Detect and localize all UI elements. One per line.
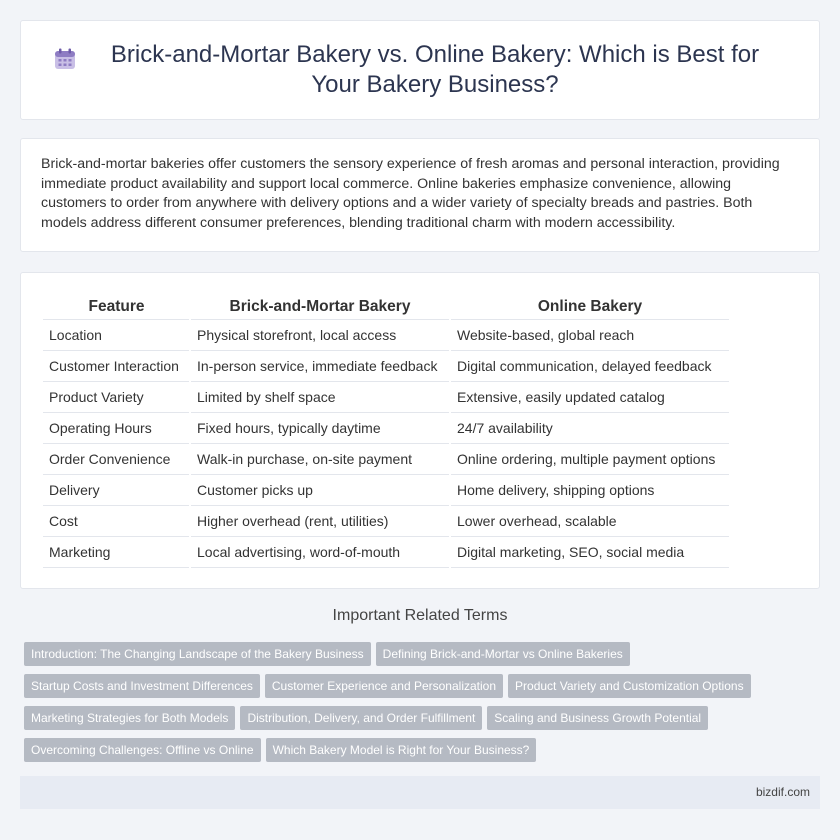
- table-row: [43, 382, 730, 413]
- cell-feature: Customer Interaction: [43, 351, 190, 382]
- cell-feature: Delivery: [43, 475, 190, 506]
- intro-card: [20, 138, 820, 252]
- table-row: [43, 413, 730, 444]
- cell-feature: Order Convenience: [43, 444, 190, 475]
- cell-feature: Marketing: [43, 537, 190, 568]
- table-row: [43, 475, 730, 506]
- cell-brick-and-mortar: Fixed hours, typically daytime: [190, 413, 450, 444]
- footer: [20, 776, 820, 809]
- related-term-link[interactable]: Marketing Strategies for Both Models: [24, 706, 235, 730]
- comparison-card: [20, 272, 820, 589]
- related-term-link[interactable]: Startup Costs and Investment Differences: [24, 674, 260, 698]
- related-term-link[interactable]: Which Bakery Model is Right for Your Business?: [266, 738, 537, 762]
- footer-site-name[interactable]: bizdif.com: [755, 785, 810, 799]
- header-online: Online Bakery: [450, 295, 730, 320]
- cell-feature: Product Variety: [43, 382, 190, 413]
- cell-brick-and-mortar: Walk-in purchase, on-site payment: [190, 444, 450, 475]
- page-title: Brick-and-Mortar Bakery vs. Online Bakery: Which is Best for Your Bakery Business?: [110, 41, 760, 98]
- table-row: [43, 351, 730, 382]
- cell-online: Online ordering, multiple payment options: [450, 444, 730, 475]
- cell-brick-and-mortar: Physical storefront, local access: [190, 320, 450, 351]
- table-row: [43, 320, 730, 351]
- cell-online: 24/7 availability: [450, 413, 730, 444]
- cell-brick-and-mortar: Limited by shelf space: [190, 382, 450, 413]
- cell-online: Digital communication, delayed feedback: [450, 351, 730, 382]
- table-row: [43, 537, 730, 568]
- table-row: [43, 444, 730, 475]
- cell-feature: Location: [43, 320, 190, 351]
- related-term-link[interactable]: Distribution, Delivery, and Order Fulfillment: [240, 706, 482, 730]
- related-terms-list: [24, 642, 804, 770]
- intro-text: Brick-and-mortar bakeries offer customers the sensory experience of fresh aromas and personal interaction, providing immediate product availability and support local commerce. Online bakeries emphasize convenience, allowing customers to order from anywhere with delivery options and a wider variety of specialty breads and pastries. Both models address different consumer preferences, blending traditional charm with modern accessibility.: [41, 156, 780, 231]
- related-terms-title: Important Related Terms: [332, 607, 508, 624]
- comparison-table: [43, 295, 731, 568]
- cell-online: Website-based, global reach: [450, 320, 730, 351]
- cell-brick-and-mortar: In-person service, immediate feedback: [190, 351, 450, 382]
- cell-online: Lower overhead, scalable: [450, 506, 730, 537]
- related-term-link[interactable]: Customer Experience and Personalization: [265, 674, 503, 698]
- header-card: [20, 20, 820, 120]
- header-brick-and-mortar: Brick-and-Mortar Bakery: [190, 295, 450, 320]
- calendar-icon: [53, 47, 77, 71]
- related-term-link[interactable]: Overcoming Challenges: Offline vs Online: [24, 738, 261, 762]
- cell-brick-and-mortar: Higher overhead (rent, utilities): [190, 506, 450, 537]
- related-term-link[interactable]: Introduction: The Changing Landscape of the Bakery Business: [24, 642, 371, 666]
- cell-online: Extensive, easily updated catalog: [450, 382, 730, 413]
- cell-brick-and-mortar: Local advertising, word-of-mouth: [190, 537, 450, 568]
- table-header-row: [43, 295, 730, 320]
- header-feature: Feature: [43, 295, 190, 320]
- related-term-link[interactable]: Scaling and Business Growth Potential: [487, 706, 708, 730]
- cell-feature: Cost: [43, 506, 190, 537]
- related-term-link[interactable]: Defining Brick-and-Mortar vs Online Bakeries: [376, 642, 630, 666]
- cell-online: Digital marketing, SEO, social media: [450, 537, 730, 568]
- related-term-link[interactable]: Product Variety and Customization Options: [508, 674, 751, 698]
- cell-brick-and-mortar: Customer picks up: [190, 475, 450, 506]
- cell-online: Home delivery, shipping options: [450, 475, 730, 506]
- cell-feature: Operating Hours: [43, 413, 190, 444]
- table-row: [43, 506, 730, 537]
